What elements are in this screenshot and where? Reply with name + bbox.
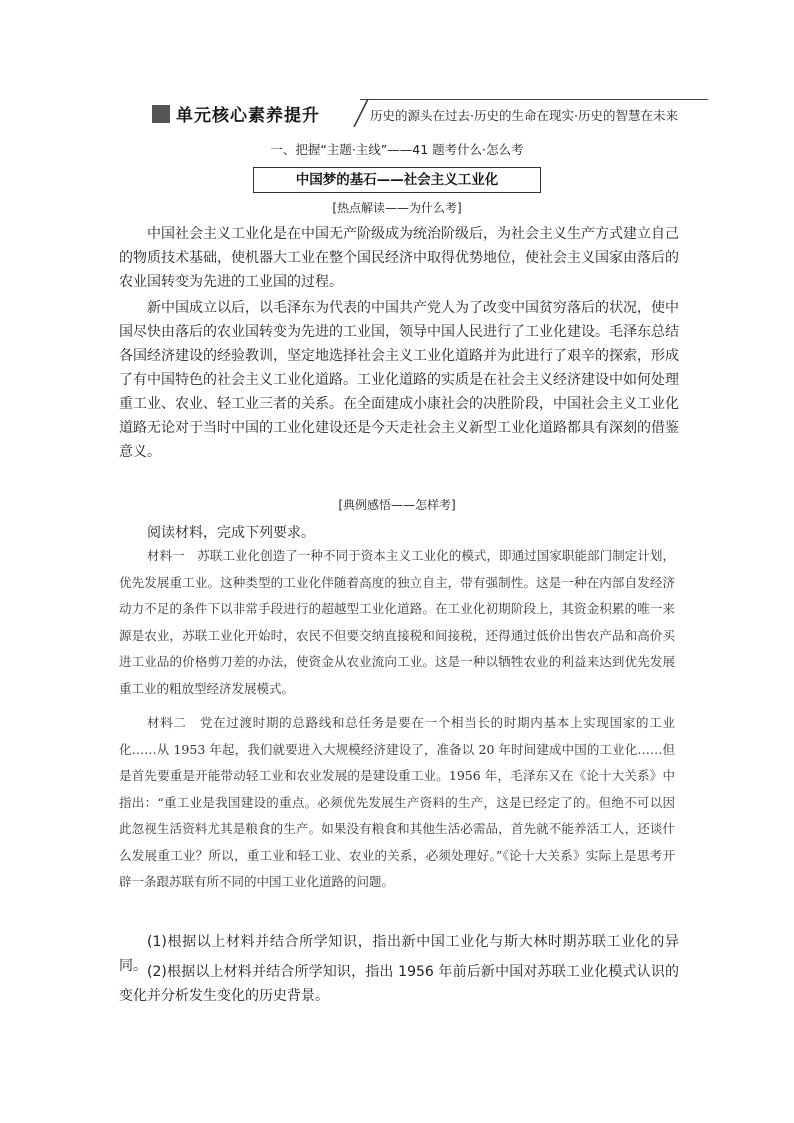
hot-reading-paragraph: 中国社会主义工业化是在中国无产阶级成为统治阶级后，为社会主义生产方式建立自己的物质技术基础，使机器大工业在整个国民经济中取得优势地位，使社会主义国家由落后的农业国转变为先进的工业国的过程。	[119, 226, 679, 290]
question-1: (1)根据以上材料并结合所学知识，指出新中国工业化与斯大林时期苏联工业化的异同。	[119, 934, 679, 974]
section-title: 一、把握“主题·主线”——41 题考什么·怎么考	[270, 142, 524, 157]
topic-title-box: 中国梦的基石——社会主义工业化	[253, 167, 541, 193]
example-heading: [典例感悟——怎样考]	[338, 498, 456, 512]
header-rule	[360, 99, 708, 100]
unit-title: 单元核心素养提升	[176, 106, 320, 126]
instruction-text: 阅读材料，完成下列要求。	[147, 525, 315, 541]
slash-divider-icon	[348, 99, 370, 127]
header-motto: 历史的源头在过去·历史的生命在现实·历史的智慧在未来	[370, 108, 678, 123]
question-2: (2)根据以上材料并结合所学知识，指出 1956 年前后新中国对苏联工业化模式认识的变化并分析发生变化的历史背景。	[119, 964, 679, 1004]
material-one: 材料一 苏联工业化创造了一种不同于资本主义工业化的模式，即通过国家职能部门制定计划，优先发展重工业。这种类型的工业化伴随着高度的独立自主，带有强制性。这是一种在内部自发经济动力不足的条件下以非常手段进行的超越型工业化道路。在工业化初期阶段上，其资金积累的唯一来源是农业，苏联工业化开始时，农民不但要交纳直接税和间接税，还得通过低价出售农产品和高价买进工业品的价格剪刀差的办法，使资金从农业流向工业。这是一种以牺牲农业的利益来达到优先发展重工业的粗放型经济发展模式。	[119, 548, 675, 696]
hot-reading-heading: [热点解读——为什么考]	[332, 201, 462, 215]
square-bullet-icon	[152, 105, 170, 123]
unit-header	[148, 99, 708, 127]
hot-reading-paragraph: 新中国成立以后，以毛泽东为代表的中国共产党人为了改变中国贫穷落后的状况，使中国尽快由落后的农业国转变为先进的工业国，领导中国人民进行了工业化建设。毛泽东总结各国经济建设的经验教训，坚定地选择社会主义工业化道路并为此进行了艰辛的探索，形成了有中国特色的社会主义工业化道路。工业化道路的实质是在社会主义经济建设中如何处理重工业、农业、轻工业三者的关系。在全面建成小康社会的决胜阶段，中国社会主义工业化道路无论对于当时中国的工业化建设还是今天走社会主义新型工业化道路都具有深刻的借鉴意义。	[119, 300, 679, 460]
material-two: 材料二 党在过渡时期的总路线和总任务是要在一个相当长的时期内基本上实现国家的工业化……从 1953 年起，我们就要进入大规模经济建设了，准备以 20 年时间建成中国的工业化……但是首先要重是开能带动轻工业和农业发展的是建设重工业。1956 年，毛泽东又在《论十大关系》中指出：“重工业是我国建设的重点。必须优先发展生产资料的生产，这是已经定了的。但绝不可以因此忽视生活资料尤其是粮食的生产。如果没有粮食和其他生活必需品，首先就不能养活工人，还谈什么发展重工业？所以，重工业和轻工业、农业的关系，必须处理好。”《论十大关系》实际上是思考开辟一条跟苏联有所不同的中国工业化道路的问题。	[119, 715, 675, 889]
